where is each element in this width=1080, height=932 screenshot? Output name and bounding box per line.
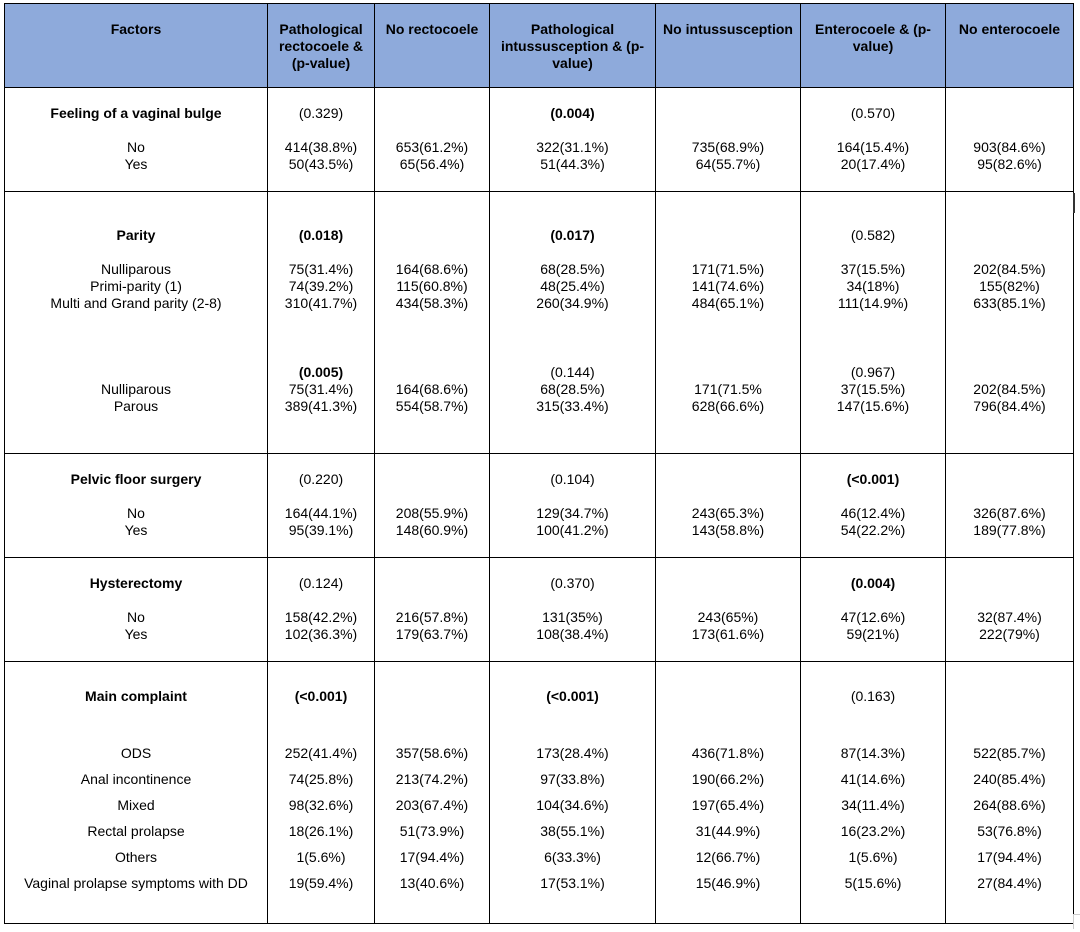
empty-p [658, 471, 798, 488]
value-cell-bulge-2 [490, 88, 656, 192]
count-value: 131(35%) [542, 609, 603, 625]
p-value: (0.124) [298, 575, 344, 591]
value-cell-surgery-1 [375, 454, 490, 558]
factor-cell-surgery [5, 454, 268, 558]
count-value: 20(17.4%) [840, 156, 906, 172]
count-value: 12(66.7%) [695, 849, 761, 865]
p-value: (0.004) [850, 575, 896, 591]
spacer [948, 488, 1071, 505]
count-value: 189(77.8%) [973, 522, 1046, 538]
count-value: 104(34.6%) [536, 797, 609, 813]
empty-p [948, 364, 1071, 381]
group-row-surgery [5, 454, 1074, 558]
factors-table [4, 3, 1074, 924]
value-cell-complaint-3 [656, 662, 801, 924]
value-cell-bulge-5 [946, 88, 1074, 192]
spacer [658, 244, 798, 261]
count-value: 315(33.4%) [536, 398, 609, 414]
p-value: (0.329) [298, 105, 344, 121]
spacer [948, 244, 1071, 261]
count-value: 68(28.5%) [540, 261, 605, 277]
factor-level: Others [114, 849, 157, 865]
header-no-intussusception: No intussusception [656, 4, 801, 88]
count-value: 17(53.1%) [540, 875, 605, 891]
count-value: 108(38.4%) [536, 626, 609, 642]
value-cell-parity-5 [946, 192, 1074, 454]
count-value: 1(5.6%) [296, 849, 346, 865]
count-value: 796(84.4%) [973, 398, 1046, 414]
empty-p [377, 227, 487, 244]
header-pathological-intussusception: Pathological intussusception & (p-value) [490, 4, 656, 88]
empty-p [658, 364, 798, 381]
count-value: 51(73.9%) [399, 823, 465, 839]
spacer [377, 244, 487, 261]
factor-title: Main complaint [85, 688, 187, 704]
count-value: 173(61.6%) [691, 626, 765, 642]
count-value: 202(84.5%) [973, 381, 1046, 397]
p-value: (0.144) [550, 364, 595, 380]
spacer [803, 592, 943, 609]
count-value: 48(25.4%) [540, 278, 605, 294]
count-value: 98(32.6%) [288, 797, 354, 813]
factor-level: Nulliparous [100, 381, 172, 397]
count-value: 5(15.6%) [844, 875, 902, 891]
count-value: 310(41.7%) [284, 295, 358, 311]
p-value: (<0.001) [546, 688, 599, 704]
count-value: 203(67.4%) [395, 797, 469, 813]
spacer [270, 312, 372, 364]
p-value: (0.104) [550, 471, 595, 487]
p-value: (0.005) [298, 364, 344, 380]
group-row-hyst [5, 558, 1074, 662]
count-value: 190(66.2%) [691, 771, 765, 787]
count-value: 100(41.2%) [536, 522, 609, 538]
count-value: 240(85.4%) [973, 771, 1046, 787]
header-pathological-rectocoele: Pathological rectocoele & (p-value) [268, 4, 375, 88]
empty-p [377, 105, 487, 122]
count-value: 522(85.7%) [973, 745, 1046, 761]
count-value: 41(14.6%) [840, 771, 906, 787]
factor-title: Pelvic floor surgery [70, 471, 202, 487]
right-edge-mark [1073, 193, 1075, 213]
count-value: 484(65.1%) [691, 295, 765, 311]
p-value: (0.163) [850, 688, 896, 704]
count-value: 75(31.4%) [288, 381, 354, 397]
count-value: 16(23.2%) [840, 823, 906, 839]
spacer [270, 244, 372, 261]
count-value: 252(41.4%) [284, 745, 358, 761]
p-value: (0.370) [550, 575, 595, 591]
count-value: 65(56.4%) [399, 156, 465, 172]
count-value: 171(71.5% [694, 381, 762, 397]
count-value: 653(61.2%) [395, 139, 469, 155]
p-value: (0.570) [850, 105, 896, 121]
count-value: 13(40.6%) [399, 875, 465, 891]
count-value: 216(57.8%) [395, 609, 469, 625]
spacer [658, 488, 798, 505]
empty-p [658, 227, 798, 244]
count-value: 735(68.9%) [691, 139, 765, 155]
count-value: 31(44.9%) [695, 823, 761, 839]
factor-level: Parous [113, 398, 159, 414]
count-value: 436(71.8%) [691, 745, 765, 761]
count-value: 164(15.4%) [836, 139, 910, 155]
factor-level: Nulliparous [100, 261, 172, 277]
count-value: 326(87.6%) [973, 505, 1046, 521]
value-cell-surgery-2 [490, 454, 656, 558]
count-value: 75(31.4%) [288, 261, 354, 277]
factor-level: Rectal prolapse [87, 823, 185, 839]
spacer [948, 592, 1071, 609]
empty-p [948, 575, 1071, 592]
count-value: 129(34.7%) [536, 505, 609, 521]
empty-p [948, 105, 1071, 122]
value-cell-parity-3 [656, 192, 801, 454]
spacer [377, 705, 487, 740]
value-cell-parity-2 [490, 192, 656, 454]
factor-level: No [127, 505, 145, 521]
count-value: 32(87.4%) [977, 609, 1042, 625]
spacer [492, 705, 653, 740]
count-value: 414(38.8%) [284, 139, 358, 155]
count-value: 6(33.3%) [544, 849, 601, 865]
value-cell-parity-0 [268, 192, 375, 454]
spacer [803, 244, 943, 261]
spacer [270, 705, 372, 740]
count-value: 95(39.1%) [288, 522, 354, 538]
count-value: 37(15.5%) [840, 261, 906, 277]
count-value: 50(43.5%) [288, 156, 354, 172]
empty-p [658, 688, 798, 705]
header-no-enterocoele: No enterocoele [946, 4, 1074, 88]
count-value: 34(18%) [846, 278, 900, 294]
count-value: 197(65.4%) [691, 797, 765, 813]
count-value: 208(55.9%) [395, 505, 469, 521]
header-no-rectocoele: No rectocoele [375, 4, 490, 88]
factor-level: Yes [124, 156, 148, 172]
count-value: 434(58.3%) [395, 295, 469, 311]
spacer [803, 488, 943, 505]
count-value: 37(15.5%) [840, 381, 906, 397]
spacer [658, 705, 798, 740]
count-value: 155(82%) [979, 278, 1040, 294]
factor-cell-parity [5, 192, 268, 454]
spacer [948, 705, 1071, 740]
count-value: 164(44.1%) [284, 505, 358, 521]
empty-p [948, 688, 1071, 705]
factor-level: Vaginal prolapse symptoms with DD [24, 875, 248, 891]
count-value: 74(39.2%) [288, 278, 354, 294]
empty-p [658, 105, 798, 122]
count-value: 148(60.9%) [395, 522, 469, 538]
count-value: 74(25.8%) [288, 771, 354, 787]
factor-cell-bulge [5, 88, 268, 192]
count-value: 54(22.2%) [840, 522, 906, 538]
count-value: 633(85.1%) [973, 295, 1046, 311]
header-factors: Factors [5, 4, 268, 88]
count-value: 17(94.4%) [399, 849, 465, 865]
group-row-complaint [5, 662, 1074, 924]
value-cell-hyst-3 [656, 558, 801, 662]
count-value: 68(28.5%) [540, 381, 605, 397]
spacer [948, 312, 1071, 364]
spacer [377, 592, 487, 609]
value-cell-hyst-1 [375, 558, 490, 662]
factor-cell-hyst [5, 558, 268, 662]
empty-p [948, 227, 1071, 244]
value-cell-bulge-0 [268, 88, 375, 192]
value-cell-bulge-3 [656, 88, 801, 192]
value-cell-complaint-2 [490, 662, 656, 924]
count-value: 173(28.4%) [536, 745, 609, 761]
value-cell-surgery-4 [801, 454, 946, 558]
count-value: 171(71.5%) [691, 261, 765, 277]
p-value: (0.004) [550, 105, 595, 121]
count-value: 164(68.6%) [395, 381, 469, 397]
value-cell-complaint-0 [268, 662, 375, 924]
count-value: 64(55.7%) [695, 156, 761, 172]
count-value: 17(94.4%) [977, 849, 1042, 865]
value-cell-parity-4 [801, 192, 946, 454]
count-value: 222(79%) [979, 626, 1040, 642]
spacer [7, 488, 265, 505]
count-value: 15(46.9%) [695, 875, 761, 891]
factor-cell-complaint [5, 662, 268, 924]
empty-p [377, 364, 487, 381]
spacer [7, 705, 265, 740]
spacer [377, 488, 487, 505]
value-cell-hyst-5 [946, 558, 1074, 662]
value-cell-surgery-3 [656, 454, 801, 558]
count-value: 1(5.6%) [848, 849, 898, 865]
empty-p [377, 471, 487, 488]
value-cell-surgery-0 [268, 454, 375, 558]
p-value: (0.220) [298, 471, 344, 487]
count-value: 554(58.7%) [395, 398, 469, 414]
spacer [270, 488, 372, 505]
empty-p [658, 575, 798, 592]
empty-p [377, 575, 487, 592]
count-value: 243(65.3%) [691, 505, 765, 521]
count-value: 357(58.6%) [395, 745, 469, 761]
header-enterocoele: Enterocoele & (p-value) [801, 4, 946, 88]
corner-tick [1073, 914, 1080, 929]
factor-title: Parity [116, 227, 156, 243]
spacer [377, 312, 487, 364]
count-value: 179(63.7%) [395, 626, 469, 642]
spacer [7, 122, 265, 139]
count-value: 46(12.4%) [840, 505, 906, 521]
value-cell-hyst-4 [801, 558, 946, 662]
spacer [492, 122, 653, 139]
spacer [7, 244, 265, 261]
p-value: (<0.001) [294, 688, 348, 704]
factor-level: ODS [120, 745, 152, 761]
value-cell-bulge-4 [801, 88, 946, 192]
count-value: 19(59.4%) [288, 875, 354, 891]
count-value: 38(55.1%) [540, 823, 605, 839]
count-value: 47(12.6%) [840, 609, 906, 625]
value-cell-complaint-5 [946, 662, 1074, 924]
count-value: 322(31.1%) [536, 139, 609, 155]
spacer [377, 122, 487, 139]
factor-level: Mixed [117, 797, 155, 813]
count-value: 903(84.6%) [973, 139, 1046, 155]
spacer [803, 312, 943, 364]
spacer [803, 705, 943, 740]
empty-p [377, 688, 487, 705]
group-row-parity [5, 192, 1074, 454]
spacer [948, 122, 1071, 139]
factor-level: Yes [124, 522, 148, 538]
count-value: 243(65%) [697, 609, 759, 625]
factor-level: Primi-parity (1) [90, 278, 182, 294]
value-cell-hyst-2 [490, 558, 656, 662]
spacer [492, 488, 653, 505]
spacer [658, 592, 798, 609]
value-cell-bulge-1 [375, 88, 490, 192]
count-value: 97(33.8%) [540, 771, 605, 787]
count-value: 102(36.3%) [284, 626, 358, 642]
spacer [7, 312, 265, 381]
p-value: (0.018) [298, 227, 344, 243]
factor-title: Hysterectomy [89, 575, 183, 591]
count-value: 111(14.9%) [837, 295, 909, 311]
count-value: 213(74.2%) [395, 771, 469, 787]
count-value: 264(88.6%) [973, 797, 1046, 813]
value-cell-hyst-0 [268, 558, 375, 662]
value-cell-complaint-4 [801, 662, 946, 924]
value-cell-parity-1 [375, 192, 490, 454]
p-value: (0.017) [550, 227, 595, 243]
p-value: (0.582) [850, 227, 896, 243]
factor-level: Anal incontinence [80, 771, 192, 787]
factor-level: No [127, 139, 145, 155]
spacer [492, 592, 653, 609]
count-value: 87(14.3%) [840, 745, 906, 761]
group-row-bulge [5, 88, 1074, 192]
p-value: (0.967) [850, 364, 896, 380]
count-value: 53(76.8%) [977, 823, 1042, 839]
count-value: 389(41.3%) [284, 398, 358, 414]
factor-title: Feeling of a vaginal bulge [50, 105, 222, 121]
spacer [492, 312, 653, 364]
count-value: 202(84.5%) [973, 261, 1046, 277]
spacer [270, 592, 372, 609]
value-cell-complaint-1 [375, 662, 490, 924]
count-value: 141(74.6%) [691, 278, 765, 294]
spacer [658, 312, 798, 364]
factor-level: Multi and Grand parity (2-8) [50, 295, 222, 311]
count-value: 147(15.6%) [836, 398, 910, 414]
count-value: 51(44.3%) [540, 156, 605, 172]
count-value: 95(82.6%) [977, 156, 1042, 172]
empty-p [948, 471, 1071, 488]
factor-level: No [127, 609, 145, 625]
factor-level: Yes [124, 626, 148, 642]
p-value: (<0.001) [846, 471, 900, 487]
count-value: 59(21%) [846, 626, 900, 642]
count-value: 27(84.4%) [977, 875, 1042, 891]
spacer [7, 592, 265, 609]
count-value: 628(66.6%) [691, 398, 765, 414]
spacer [803, 122, 943, 139]
value-cell-surgery-5 [946, 454, 1074, 558]
count-value: 115(60.8%) [396, 278, 468, 294]
count-value: 260(34.9%) [536, 295, 609, 311]
count-value: 34(11.4%) [841, 797, 905, 813]
spacer [270, 122, 372, 139]
count-value: 164(68.6%) [395, 261, 469, 277]
spacer [492, 244, 653, 261]
count-value: 158(42.2%) [284, 609, 358, 625]
count-value: 143(58.8%) [691, 522, 765, 538]
count-value: 18(26.1%) [288, 823, 354, 839]
header-row [5, 4, 1074, 88]
spacer [658, 122, 798, 139]
